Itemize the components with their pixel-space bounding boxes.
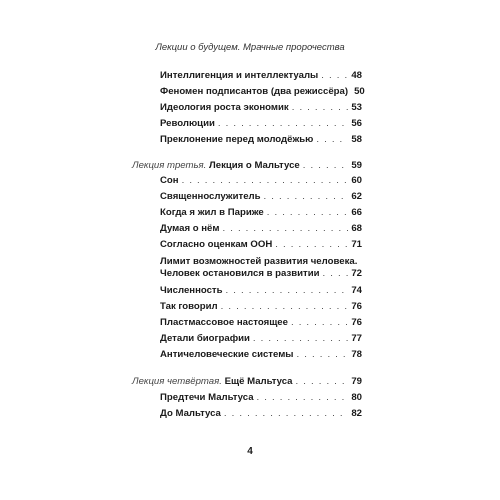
toc-entry-page: 78: [351, 349, 362, 360]
leader-dots: [296, 376, 349, 388]
toc-entry: [160, 102, 362, 114]
leader-dots: [291, 317, 348, 329]
leader-dots: [303, 160, 349, 172]
toc-entry-title: Античеловеческие системы: [160, 349, 294, 360]
toc-lecture-entry: [132, 376, 362, 388]
toc-entry-page: 68: [351, 223, 362, 234]
leader-dots: [267, 207, 349, 219]
toc-entry: [160, 239, 362, 251]
toc-entry-page: 80: [351, 392, 362, 403]
leader-dots: [323, 268, 349, 280]
toc-entry-title: Согласно оценкам ООН: [160, 239, 273, 250]
toc-entry-title: Интеллигенция и интеллектуалы: [160, 70, 319, 81]
toc-entry-title: Пластмассовое настоящее: [160, 317, 288, 328]
leader-dots: [264, 191, 349, 203]
toc-entry-page: 76: [351, 317, 362, 328]
leader-dots: [297, 349, 349, 361]
toc-entry-page: 72: [351, 268, 362, 279]
toc-entry-page: 48: [351, 70, 362, 81]
running-head: Лекции о будущем. Мрачные пророчества: [155, 42, 345, 53]
leader-dots: [316, 134, 348, 146]
toc-entry-title: Лекция о Мальтусе: [209, 160, 300, 171]
toc-entry: [160, 118, 362, 130]
toc-entry: [160, 408, 362, 420]
toc-entry-title: Идеология роста экономик: [160, 102, 289, 113]
leader-dots: [222, 223, 348, 235]
leader-dots: [257, 392, 349, 404]
toc-entry-title: Человек остановился в развитии: [160, 268, 320, 279]
toc-entry-title: До Мальтуса: [160, 408, 221, 419]
toc-entry-title: Детали биографии: [160, 333, 250, 344]
leader-dots: [253, 333, 348, 345]
leader-dots: [321, 70, 348, 82]
page-number: 4: [247, 446, 253, 457]
toc-entry: [160, 317, 362, 329]
toc-entry-title: Преклонение перед молодёжью: [160, 134, 314, 145]
leader-dots: [218, 118, 348, 130]
toc-entry: [160, 175, 362, 187]
toc-entry: [160, 285, 362, 297]
toc-entry-page: 60: [351, 175, 362, 186]
toc-entry-page: 76: [351, 301, 362, 312]
toc-entry: [160, 301, 362, 313]
toc-entry: [160, 349, 362, 361]
toc-entry: [160, 191, 362, 203]
lecture-label: Лекция третья.: [132, 160, 207, 171]
toc-entry-title: Когда я жил в Париже: [160, 207, 264, 218]
toc-entry-page: 62: [351, 191, 362, 202]
toc-entry-page: 66: [351, 207, 362, 218]
toc-entry: [160, 70, 362, 82]
toc-lecture-entry: [132, 160, 362, 172]
toc-entry: [160, 223, 362, 235]
toc-entry-page: 79: [351, 376, 362, 387]
leader-dots: [275, 239, 348, 251]
toc-entry-title: Предтечи Мальтуса: [160, 392, 254, 403]
leader-dots: [226, 285, 349, 297]
leader-dots: [224, 408, 348, 420]
toc-entry-title: Думая о нём: [160, 223, 220, 234]
toc-entry: [160, 86, 365, 98]
toc-entry-page: 50: [354, 86, 365, 97]
toc-entry-title: Ещё Мальтуса: [224, 376, 293, 387]
toc-entry: [160, 134, 362, 146]
toc-entry-page: 74: [351, 285, 362, 296]
toc-entry-title: Священнослужитель: [160, 191, 261, 202]
leader-dots: [182, 175, 349, 187]
toc-entry-page: 82: [351, 408, 362, 419]
toc-entry-title: Феномен подписантов (два режиссёра): [160, 86, 349, 97]
toc-entry-title: Численность: [160, 285, 223, 296]
toc-entry-page: 59: [351, 160, 362, 171]
leader-dots: [221, 301, 349, 313]
toc-entry-title: Сон: [160, 175, 179, 186]
toc-entry-page: 53: [351, 102, 362, 113]
toc-entry-page: 71: [351, 239, 362, 250]
lecture-label: Лекция четвёртая.: [132, 376, 222, 387]
leader-dots: [292, 102, 349, 114]
toc-entry-title: Так говорил: [160, 301, 218, 312]
toc-entry-page: 56: [351, 118, 362, 129]
toc-entry: [160, 333, 362, 345]
toc-entry-page: 77: [351, 333, 362, 344]
toc-entry-two-line: [160, 256, 362, 280]
toc-entry-title-line1: Лимит возможностей развития человека.: [160, 256, 358, 267]
toc-entry-page: 58: [351, 134, 362, 145]
toc-entry-title: Революции: [160, 118, 215, 129]
toc-entry: [160, 207, 362, 219]
toc-entry: [160, 392, 362, 404]
